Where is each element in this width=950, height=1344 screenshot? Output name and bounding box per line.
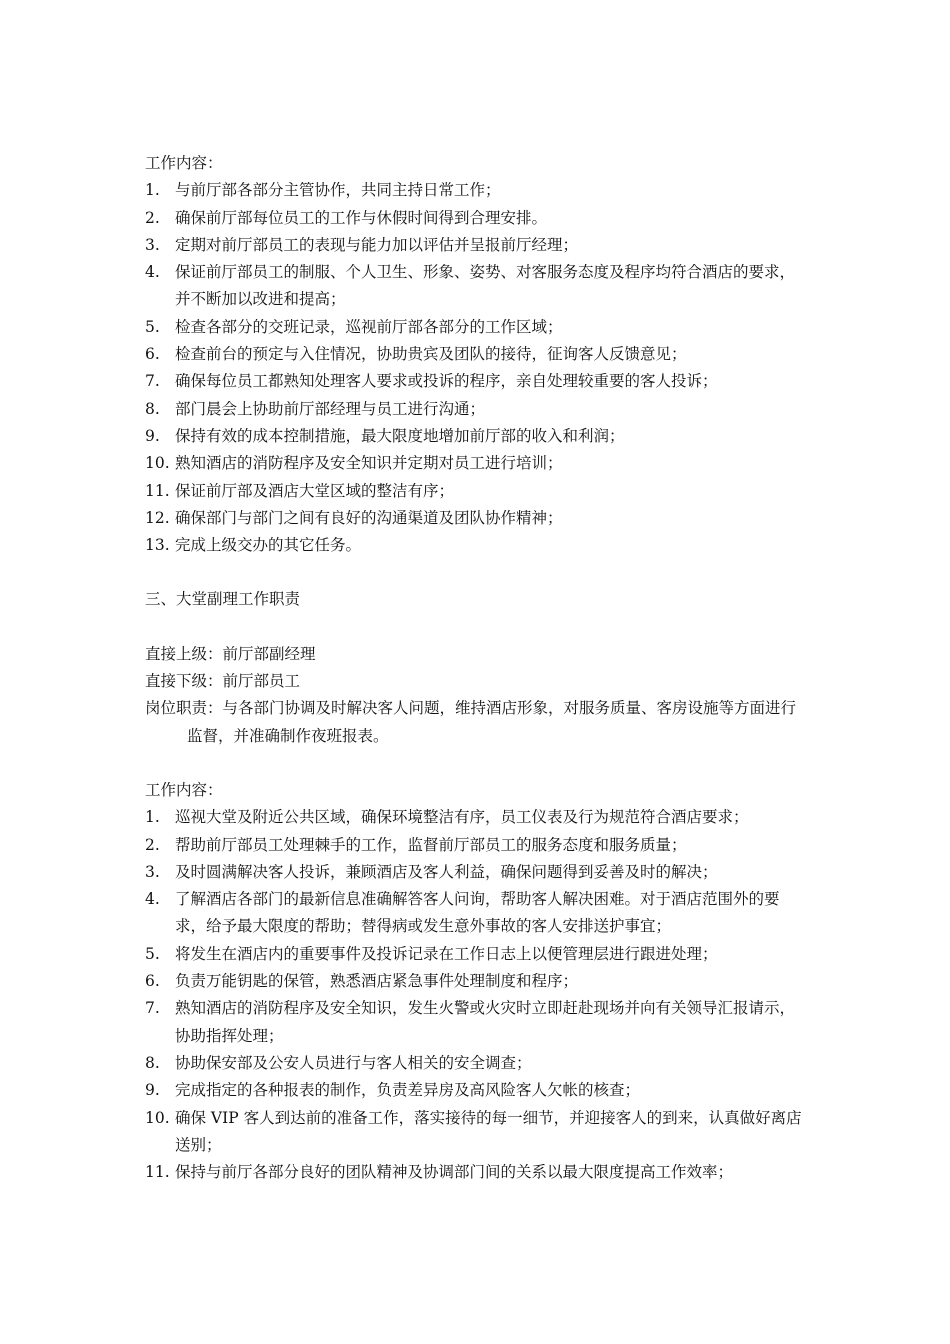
item-text: 保持有效的成本控制措施，最大限度地增加前厅部的收入和利润； [175, 426, 625, 445]
item-number: 12. [145, 508, 170, 527]
item-number: 8. [145, 399, 160, 418]
item-number: 6. [145, 972, 160, 991]
item-text: 负责万能钥匙的保管，熟悉酒店紧急事件处理制度和程序； [175, 972, 579, 991]
list-item [145, 1077, 810, 1104]
item-number: 4. [145, 890, 160, 909]
item-number: 5. [145, 317, 160, 336]
list-item [145, 1105, 810, 1160]
item-text: 确保前厅部每位员工的工作与休假时间得到合理安排。 [175, 208, 548, 227]
list-item [145, 232, 810, 259]
list-item [145, 368, 810, 395]
item-number: 9. [145, 1081, 160, 1100]
item-text: 保证前厅部及酒店大堂区域的整洁有序； [175, 481, 455, 500]
list-item [145, 177, 810, 204]
item-text: 定期对前厅部员工的表现与能力加以评估并呈报前厅经理； [175, 235, 579, 254]
list-item [145, 941, 810, 968]
list-item [145, 314, 810, 341]
item-number: 1. [145, 808, 160, 827]
item-text: 将发生在酒店内的重要事件及投诉记录在工作日志上以便管理层进行跟进处理； [175, 944, 718, 963]
item-number: 2. [145, 208, 160, 227]
item-text: 完成指定的各种报表的制作，负责差异房及高风险客人欠帐的核查； [175, 1081, 641, 1100]
document-page [145, 150, 810, 1186]
list-item [145, 205, 810, 232]
direct-superior: 直接上级：前厅部副经理 [145, 644, 316, 663]
item-text: 确保 VIP 客人到达前的准备工作，落实接待的每一细节，并迎接客人的到来，认真做好离店送别； [175, 1108, 802, 1154]
item-text: 熟知酒店的消防程序及安全知识，发生火警或火灾时立即赶赴现场并向有关领导汇报请示，协助指挥处理； [175, 999, 796, 1045]
spacer [145, 614, 810, 641]
item-text: 部门晨会上协助前厅部经理与员工进行沟通； [175, 399, 486, 418]
list-item [145, 450, 810, 477]
item-text: 检查各部分的交班记录，巡视前厅部各部分的工作区域； [175, 317, 563, 336]
item-text: 完成上级交办的其它任务。 [175, 536, 362, 555]
list-item [145, 886, 810, 941]
item-text: 保持与前厅各部分良好的团队精神及协调部门间的关系以最大限度提高工作效率； [175, 1163, 734, 1182]
item-text: 帮助前厅部员工处理棘手的工作，监督前厅部员工的服务态度和服务质量； [175, 835, 687, 854]
list-item [145, 341, 810, 368]
item-text: 协助保安部及公安人员进行与客人相关的安全调查； [175, 1053, 532, 1072]
list-item [145, 1159, 810, 1186]
section2-title: 三、大堂副理工作职责 [145, 590, 301, 609]
list-item [145, 804, 810, 831]
item-text: 保证前厅部员工的制服、个人卫生、形象、姿势、对客服务态度及程序均符合酒店的要求，并不断加以改进和提高； [175, 263, 796, 309]
item-number: 3. [145, 235, 160, 254]
list-item [145, 1050, 810, 1077]
item-number: 3. [145, 862, 160, 881]
list-item [145, 423, 810, 450]
list-item [145, 259, 810, 314]
item-number: 13. [145, 536, 170, 555]
direct-subordinate: 直接下级：前厅部员工 [145, 672, 301, 691]
spacer [145, 559, 810, 586]
item-text: 巡视大堂及附近公共区域，确保环境整洁有序，员工仪表及行为规范符合酒店要求； [175, 808, 749, 827]
list-item [145, 859, 810, 886]
item-text: 确保每位员工都熟知处理客人要求或投诉的程序，亲自处理较重要的客人投诉； [175, 372, 718, 391]
list-item [145, 505, 810, 532]
item-text: 了解酒店各部门的最新信息准确解答客人问询，帮助客人解决困难。对于酒店范围外的要求，给予最大限度的帮助；替得病或发生意外事故的客人安排送护事宜； [175, 890, 780, 936]
item-number: 2. [145, 835, 160, 854]
list-item [145, 832, 810, 859]
section2-heading: 工作内容： [145, 780, 223, 799]
list-item [145, 532, 810, 559]
item-text: 确保部门与部门之间有良好的沟通渠道及团队协作精神； [175, 508, 563, 527]
item-number: 10. [145, 1108, 170, 1127]
item-number: 10. [145, 454, 170, 473]
item-number: 6. [145, 345, 160, 364]
item-number: 11. [145, 1163, 170, 1182]
item-number: 4. [145, 263, 160, 282]
section1-list [145, 177, 810, 559]
item-number: 7. [145, 999, 160, 1018]
item-number: 7. [145, 372, 160, 391]
list-item [145, 396, 810, 423]
list-item [145, 478, 810, 505]
section2-list [145, 804, 810, 1186]
list-item [145, 995, 810, 1050]
spacer [145, 750, 810, 777]
section1-heading: 工作内容： [145, 154, 223, 172]
job-duty: 岗位职责：与各部门协调及时解决客人问题，维持酒店形象，对服务质量、客房设施等方面进行监督，并准确制作夜班报表。 [145, 699, 797, 745]
item-text: 检查前台的预定与入住情况，协助贵宾及团队的接待，征询客人反馈意见； [175, 345, 687, 364]
item-text: 熟知酒店的消防程序及安全知识并定期对员工进行培训； [175, 454, 563, 473]
item-number: 5. [145, 944, 160, 963]
item-number: 11. [145, 481, 170, 500]
item-text: 与前厅部各部分主管协作，共同主持日常工作； [175, 181, 501, 200]
item-number: 8. [145, 1053, 160, 1072]
item-number: 1. [145, 181, 160, 200]
item-number: 9. [145, 426, 160, 445]
list-item [145, 968, 810, 995]
item-text: 及时圆满解决客人投诉，兼顾酒店及客人利益，确保问题得到妥善及时的解决； [175, 862, 718, 881]
